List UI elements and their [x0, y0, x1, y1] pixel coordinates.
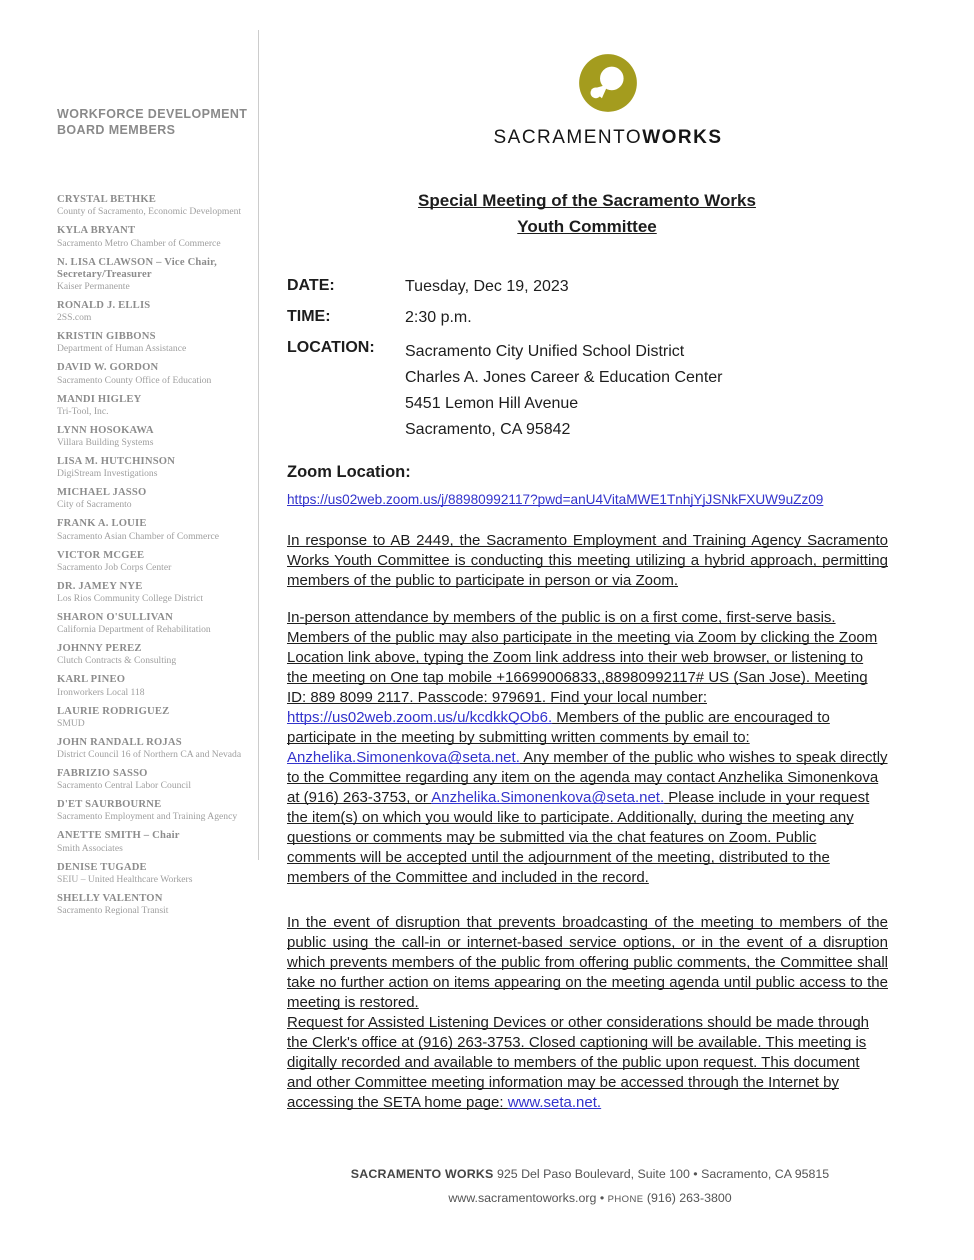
member-organization: DigiStream Investigations — [57, 468, 158, 480]
member-name: MANDI HIGLEY — [57, 393, 142, 405]
time-label: TIME: — [287, 308, 331, 325]
board-member — [57, 394, 257, 417]
member-organization: District Council 16 of Northern CA and Nevada — [57, 749, 242, 761]
board-member — [57, 331, 257, 354]
board-member — [57, 300, 257, 323]
page-footer — [190, 1162, 974, 1212]
board-member — [57, 487, 257, 510]
member-name: CRYSTAL BETHKE — [57, 194, 157, 206]
member-name: KARL PINEO — [57, 674, 126, 686]
inline-link[interactable]: www.seta.net. — [507, 1094, 602, 1111]
board-member — [57, 550, 257, 573]
member-name: D'ET SAURBOURNE — [57, 799, 162, 811]
member-name: SHELLY VALENTON — [57, 892, 163, 904]
member-name: FRANK A. LOUIE — [57, 518, 147, 530]
sidebar-heading — [57, 107, 257, 138]
member-name: LYNN HOSOKAWA — [57, 424, 154, 436]
member-organization: SMUD — [57, 717, 85, 729]
member-organization: Clutch Contracts & Consulting — [57, 655, 177, 667]
paragraph-accessibility — [287, 1013, 888, 1113]
title-line1: Special Meeting of the Sacramento Works — [418, 191, 756, 210]
member-organization: Tri-Tool, Inc. — [57, 405, 109, 417]
board-members-list — [57, 194, 257, 916]
sidebar-heading-line2: BOARD MEMBERS — [57, 122, 176, 137]
member-organization: Sacramento Regional Transit — [57, 905, 169, 917]
paragraph-participation — [287, 608, 888, 888]
meeting-date-row — [287, 277, 907, 297]
logo-ring-icon — [570, 45, 646, 121]
member-organization: Department of Human Assistance — [57, 343, 187, 355]
location-line1: Sacramento City Unified School District — [405, 343, 685, 360]
board-member — [57, 768, 257, 791]
member-organization: California Department of Rehabilitation — [57, 624, 211, 636]
board-member — [57, 194, 257, 217]
board-member — [57, 862, 257, 885]
member-name: DR. JAMEY NYE — [57, 580, 143, 592]
member-name: LAURIE RODRIGUEZ — [57, 705, 170, 717]
member-organization: Sacramento Job Corps Center — [57, 561, 172, 573]
text-segment: In-person attendance by members of the public is on a first come, first-serve basis. Members of the public may also participate in the meeting via Zoom by clicking the Zoom Location link above, typing the Zoom link address into their web browser, or listening to the meeting on One tap mobile +16699006833,,88980992117# US (San Jose). Meeting ID: 889 8099 2117. Passcode: 979691. Find your local number: — [287, 609, 878, 706]
location-line3: 5451 Lemon Hill Avenue — [405, 395, 579, 412]
board-member — [57, 362, 257, 385]
logo-wordmark — [488, 127, 728, 149]
member-name: N. LISA CLAWSON – Vice Chair, Secretary/Treasurer — [57, 256, 217, 280]
member-organization: 2SS.com — [57, 312, 92, 324]
board-member — [57, 581, 257, 604]
meeting-time-row — [287, 308, 907, 328]
board-member — [57, 830, 257, 853]
board-member — [57, 643, 257, 666]
member-name: VICTOR MCGEE — [57, 549, 145, 561]
board-member — [57, 612, 257, 635]
date-label: DATE: — [287, 277, 335, 294]
inline-link[interactable]: Anzhelika.Simonenkova@seta.net. — [431, 789, 665, 806]
board-member — [57, 737, 257, 760]
board-member — [57, 518, 257, 541]
board-member — [57, 456, 257, 479]
footer-org-name: SACRAMENTO WORKS — [350, 1167, 494, 1181]
footer-address-line — [190, 1162, 974, 1186]
member-name: DAVID W. GORDON — [57, 362, 159, 374]
location-label: LOCATION: — [287, 339, 375, 356]
footer-phone-label: PHONE — [607, 1194, 644, 1205]
location-line2: Charles A. Jones Career & Education Center — [405, 369, 723, 386]
member-organization: Sacramento Metro Chamber of Commerce — [57, 237, 221, 249]
board-member — [57, 706, 257, 729]
member-organization: City of Sacramento — [57, 499, 132, 511]
footer-separator: • — [599, 1191, 605, 1205]
footer-contact-line — [190, 1186, 974, 1212]
logo-word-sacramento: SACRAMENTO — [493, 127, 643, 148]
member-organization: Sacramento Asian Chamber of Commerce — [57, 530, 219, 542]
sacramento-works-logo — [488, 45, 728, 149]
member-name: JOHN RANDALL ROJAS — [57, 736, 182, 748]
date-value: Tuesday, Dec 19, 2023 — [405, 278, 569, 295]
member-name: SHARON O'SULLIVAN — [57, 612, 173, 624]
board-members-sidebar — [57, 107, 257, 924]
paragraph-block-disruption-accessibility — [287, 913, 888, 1113]
footer-website: www.sacramentoworks.org — [448, 1191, 597, 1205]
page-title — [287, 188, 887, 240]
member-name: KRISTIN GIBBONS — [57, 331, 156, 343]
paragraph-ab2449: In response to AB 2449, the Sacramento Employment and Training Agency Sacramento Works Youth Committee is conducting this meeting utilizing a hybrid approach, permitting members of the public to participate in person or via Zoom. — [287, 532, 888, 589]
location-value — [405, 339, 723, 443]
zoom-location-heading: Zoom Location: — [287, 463, 411, 481]
text-segment: Members of the public are encouraged to participate in the meeting by submitting written comments by email to: — [287, 709, 830, 746]
board-member — [57, 799, 257, 822]
member-name: RONALD J. ELLIS — [57, 300, 151, 312]
member-name: JOHNNY PEREZ — [57, 643, 142, 655]
title-line2: Youth Committee — [517, 217, 657, 236]
inline-link[interactable]: https://us02web.zoom.us/u/kcdkkQOb6. — [287, 709, 553, 726]
board-member — [57, 257, 257, 292]
board-member — [57, 674, 257, 697]
text-segment: Please include in your request the item(s) on which you would like to participate. Additionally, during the meeting any questions or comments may be submitted via the chat features on Zoom. Public comments will be accepted until the adjournment of the meeting, distributed to the members of the Committee and included in the record. — [287, 789, 870, 886]
member-organization: Kaiser Permanente — [57, 281, 130, 292]
member-organization: Los Rios Community College District — [57, 593, 204, 605]
member-organization: County of Sacramento, Economic Development — [57, 206, 242, 218]
member-organization: Ironworkers Local 118 — [57, 686, 145, 698]
member-name: DENISE TUGADE — [57, 861, 147, 873]
member-organization: Villara Building Systems — [57, 437, 154, 449]
sidebar-heading-line1: WORKFORCE DEVELOPMENT — [57, 107, 248, 121]
location-line4: Sacramento, CA 95842 — [405, 421, 571, 438]
footer-phone: (916) 263-3800 — [646, 1191, 732, 1205]
footer-address: 925 Del Paso Boulevard, Suite 100 • Sacramento, CA 95815 — [496, 1167, 830, 1181]
board-member — [57, 893, 257, 916]
logo-word-works: WORKS — [642, 127, 723, 148]
member-organization: Sacramento County Office of Education — [57, 374, 212, 386]
paragraph-disruption: In the event of disruption that prevents broadcasting of the meeting to members of the public using the call-in or internet-based service options, or in the event of a disruption which prevents members of the public from offering public comments, the Committee shall take no further action on items appearing on the meeting agenda until public access to the meeting is restored. — [287, 914, 888, 1011]
member-name: MICHAEL JASSO — [57, 487, 147, 499]
time-value: 2:30 p.m. — [405, 309, 472, 326]
member-organization: Sacramento Central Labor Council — [57, 780, 192, 792]
text-segment: Any member of the public who wishes to speak directly to the Committee regarding any item on the agenda may contact Anzhelika Simonenkova at (916) 263-3753, or — [287, 749, 888, 806]
inline-link[interactable]: Anzhelika.Simonenkova@seta.net. — [287, 749, 520, 766]
member-organization: SEIU – United Healthcare Workers — [57, 873, 193, 885]
zoom-meeting-link[interactable]: https://us02web.zoom.us/j/88980992117?pwd=anU4VitaMWE1TnhjYjJSNkFXUW9uZz09 — [287, 492, 824, 507]
meeting-location-row — [287, 339, 907, 443]
board-member — [57, 425, 257, 448]
member-name: FABRIZIO SASSO — [57, 768, 148, 780]
member-organization: Smith Associates — [57, 842, 123, 854]
meeting-info — [287, 277, 907, 454]
member-name: LISA M. HUTCHINSON — [57, 456, 176, 468]
member-name: ANETTE SMITH – Chair — [57, 830, 180, 842]
board-member — [57, 225, 257, 248]
text-segment: Request for Assisted Listening Devices or other considerations should be made through the Clerk's office at (916) 263-3753. Closed captioning will be available. This meeting is digitally recorded and available to members of the public upon request. This document and other Committee meeting information may be accessed through the Internet by accessing the SETA home page: — [287, 1014, 870, 1111]
sidebar-divider — [258, 30, 259, 860]
member-organization: Sacramento Employment and Training Agency — [57, 811, 238, 823]
member-name: KYLA BRYANT — [57, 225, 136, 237]
